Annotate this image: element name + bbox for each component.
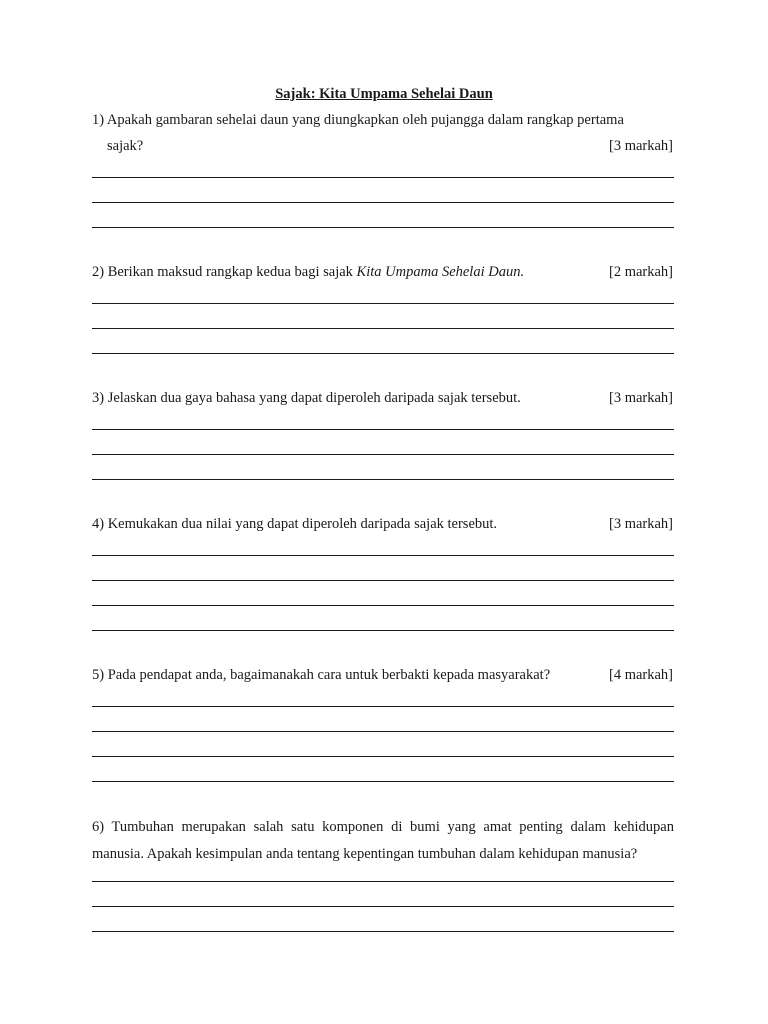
question-2-poem-title: Kita Umpama Sehelai Daun. bbox=[356, 264, 525, 280]
answer-line-3c[interactable] bbox=[92, 479, 674, 480]
answer-line-3a[interactable] bbox=[92, 429, 674, 430]
answer-line-2c[interactable] bbox=[92, 353, 674, 354]
question-1-text: 1) Apakah gambaran sehelai daun yang diungkapkan oleh pujangga dalam rangkap pertama bbox=[92, 112, 624, 128]
question-3-marks: [3 markah] bbox=[608, 390, 673, 406]
answer-line-2b[interactable] bbox=[92, 328, 674, 329]
answer-line-3b[interactable] bbox=[92, 454, 674, 455]
answer-line-6b[interactable] bbox=[92, 906, 674, 907]
answer-line-5c[interactable] bbox=[92, 756, 674, 757]
answer-line-4c[interactable] bbox=[92, 605, 674, 606]
answer-line-4b[interactable] bbox=[92, 580, 674, 581]
question-5-marks: [4 markah] bbox=[608, 667, 673, 683]
question-6-text: 6) Tumbuhan merupakan salah satu komponen di bumi yang amat penting dalam kehidupan bbox=[92, 819, 674, 835]
answer-line-5d[interactable] bbox=[92, 781, 674, 782]
answer-line-1b[interactable] bbox=[92, 202, 674, 203]
question-5-text: 5) Pada pendapat anda, bagaimanakah cara untuk berbakti kepada masyarakat? bbox=[92, 667, 551, 683]
answer-line-4d[interactable] bbox=[92, 630, 674, 631]
answer-line-6c[interactable] bbox=[92, 931, 674, 932]
question-4-marks: [3 markah] bbox=[608, 516, 673, 532]
question-2-marks: [2 markah] bbox=[608, 264, 673, 280]
answer-line-4a[interactable] bbox=[92, 555, 674, 556]
answer-line-1c[interactable] bbox=[92, 227, 674, 228]
page-title: Sajak: Kita Umpama Sehelai Daun bbox=[275, 86, 493, 102]
question-2-text bbox=[92, 263, 674, 281]
answer-line-2a[interactable] bbox=[92, 303, 674, 304]
answer-line-6a[interactable] bbox=[92, 881, 674, 882]
answer-line-5b[interactable] bbox=[92, 731, 674, 732]
question-1-marks: [3 markah] bbox=[608, 138, 673, 154]
question-4-text: 4) Kemukakan dua nilai yang dapat diperoleh daripada sajak tersebut. bbox=[92, 516, 498, 532]
answer-line-5a[interactable] bbox=[92, 706, 674, 707]
question-2-text-plain: 2) Berikan maksud rangkap kedua bagi sajak bbox=[92, 264, 357, 280]
question-1-text-cont: sajak? bbox=[107, 138, 144, 154]
answer-line-1a[interactable] bbox=[92, 177, 674, 178]
question-3-text: 3) Jelaskan dua gaya bahasa yang dapat diperoleh daripada sajak tersebut. bbox=[92, 390, 521, 406]
question-6-text-cont: manusia. Apakah kesimpulan anda tentang kepentingan tumbuhan dalam kehidupan manusia? bbox=[92, 846, 638, 862]
